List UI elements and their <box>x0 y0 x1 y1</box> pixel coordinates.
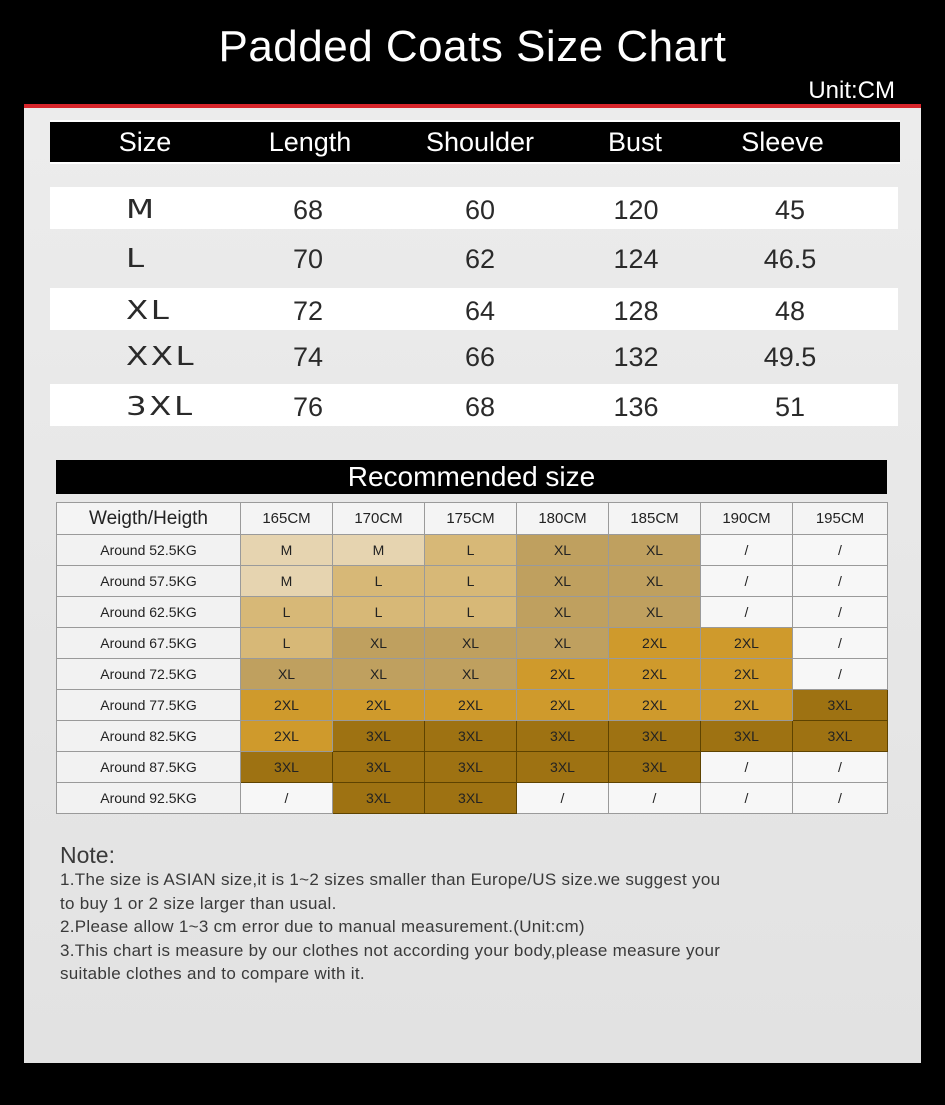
recommended-row <box>57 752 888 783</box>
weight-label: Around 52.5KG <box>57 535 241 566</box>
header-shoulder: Shoulder <box>425 127 535 157</box>
header-sleeve: Sleeve <box>741 127 824 157</box>
recommended-size-cell: 3XL <box>517 752 609 783</box>
weight-height-corner: Weigth/Heigth <box>57 503 241 535</box>
recommended-size-cell: / <box>701 783 793 814</box>
weight-label: Around 72.5KG <box>57 659 241 690</box>
weight-label: Around 67.5KG <box>57 628 241 659</box>
recommended-size-cell: 3XL <box>425 752 517 783</box>
size-row <box>50 288 898 330</box>
recommended-row <box>57 566 888 597</box>
length-cell: 72 <box>292 296 324 326</box>
recommended-size-cell: XL <box>517 597 609 628</box>
note-line: to buy 1 or 2 size larger than usual. <box>60 893 337 913</box>
shoulder-cell: 62 <box>464 244 496 274</box>
recommended-size-cell: / <box>793 628 888 659</box>
recommended-size-cell: 3XL <box>425 721 517 752</box>
length-cell: 70 <box>292 244 324 274</box>
weight-label: Around 57.5KG <box>57 566 241 597</box>
notes-section <box>60 842 890 986</box>
recommended-size-cell: / <box>701 597 793 628</box>
recommended-size-cell: 3XL <box>333 721 425 752</box>
height-header: 185CM <box>609 503 701 535</box>
recommended-size-cell: 2XL <box>241 721 333 752</box>
sleeve-cell: 51 <box>774 392 806 422</box>
recommended-size-cell: 3XL <box>333 752 425 783</box>
bust-cell: 132 <box>613 342 659 372</box>
recommended-size-cell: L <box>333 597 425 628</box>
recommended-size-cell: 3XL <box>517 721 609 752</box>
recommended-size-cell: XL <box>517 566 609 597</box>
recommended-size-cell: 3XL <box>793 721 888 752</box>
recommended-size-cell: / <box>701 566 793 597</box>
recommended-size-cell: 2XL <box>701 659 793 690</box>
sleeve-cell: 45 <box>774 195 806 225</box>
recommended-size-cell: 3XL <box>793 690 888 721</box>
recommended-size-cell: 2XL <box>241 690 333 721</box>
weight-label: Around 92.5KG <box>57 783 241 814</box>
recommended-title: Recommended size <box>56 460 887 494</box>
size-table-header <box>50 120 900 164</box>
recommended-size-cell: L <box>425 566 517 597</box>
recommended-size-cell: / <box>701 535 793 566</box>
recommended-size-cell: / <box>793 783 888 814</box>
recommended-size-cell: 3XL <box>701 721 793 752</box>
recommended-size-cell: 3XL <box>333 783 425 814</box>
recommended-row <box>57 721 888 752</box>
height-header: 190CM <box>701 503 793 535</box>
recommended-row <box>57 597 888 628</box>
recommended-row <box>57 535 888 566</box>
recommended-size-cell: 2XL <box>517 690 609 721</box>
recommended-size-cell: XL <box>425 628 517 659</box>
recommended-size-cell: 3XL <box>241 752 333 783</box>
size-cell: L <box>126 244 147 274</box>
recommended-size-cell: XL <box>609 597 701 628</box>
recommended-row <box>57 690 888 721</box>
recommended-size-cell: XL <box>333 628 425 659</box>
recommended-size-cell: XL <box>425 659 517 690</box>
recommended-size-cell: / <box>517 783 609 814</box>
length-cell: 76 <box>292 392 324 422</box>
recommended-size-cell: / <box>793 566 888 597</box>
length-cell: 68 <box>292 195 324 225</box>
recommended-size-cell: M <box>241 535 333 566</box>
weight-label: Around 87.5KG <box>57 752 241 783</box>
recommended-size-cell: / <box>701 752 793 783</box>
recommended-size-cell: 2XL <box>425 690 517 721</box>
sleeve-cell: 49.5 <box>763 342 817 372</box>
height-header: 180CM <box>517 503 609 535</box>
recommended-size-cell: 3XL <box>425 783 517 814</box>
recommended-size-cell: XL <box>517 628 609 659</box>
weight-label: Around 62.5KG <box>57 597 241 628</box>
size-cell: 3XL <box>126 392 195 422</box>
header-length: Length <box>268 127 352 157</box>
size-row <box>50 236 898 278</box>
size-row <box>50 384 898 426</box>
recommended-size-cell: / <box>793 535 888 566</box>
note-line: 2.Please allow 1~3 cm error due to manual measurement.(Unit:cm) <box>60 917 585 936</box>
recommended-size-cell: L <box>241 597 333 628</box>
height-header: 195CM <box>793 503 888 535</box>
recommended-size-cell: / <box>793 597 888 628</box>
weight-label: Around 82.5KG <box>57 721 241 752</box>
recommended-size-cell: / <box>241 783 333 814</box>
weight-label: Around 77.5KG <box>57 690 241 721</box>
recommended-size-cell: L <box>425 535 517 566</box>
size-row <box>50 334 898 376</box>
note-line: 3.This chart is measure by our clothes not according your body,please measure your <box>60 940 721 960</box>
bust-cell: 120 <box>613 195 659 225</box>
size-cell: XXL <box>126 342 197 372</box>
recommended-size-cell: 2XL <box>609 659 701 690</box>
recommended-row <box>57 628 888 659</box>
recommended-size-cell: XL <box>609 535 701 566</box>
bust-cell: 124 <box>613 244 659 274</box>
recommended-size-cell: 2XL <box>701 628 793 659</box>
shoulder-cell: 64 <box>464 296 496 326</box>
bust-cell: 128 <box>613 296 659 326</box>
recommended-size-cell: XL <box>241 659 333 690</box>
recommended-size-cell: XL <box>609 566 701 597</box>
recommended-size-cell: / <box>793 659 888 690</box>
unit-label: Unit:CM <box>808 77 895 104</box>
page-title: Padded Coats Size Chart <box>218 22 727 71</box>
recommended-size-table <box>56 502 888 814</box>
header-size: Size <box>118 127 172 157</box>
note-line: 1.The size is ASIAN size,it is 1~2 sizes smaller than Europe/US size.we suggest you <box>60 870 721 889</box>
recommended-size-cell: 3XL <box>609 752 701 783</box>
recommended-row <box>57 659 888 690</box>
recommended-size-cell: 3XL <box>609 721 701 752</box>
height-header: 170CM <box>333 503 425 535</box>
recommended-size-cell: L <box>333 566 425 597</box>
notes-title: Note: <box>60 842 115 868</box>
recommended-size-cell: XL <box>333 659 425 690</box>
recommended-size-cell: M <box>241 566 333 597</box>
sleeve-cell: 48 <box>774 296 806 326</box>
recommended-header-row <box>57 503 888 535</box>
shoulder-cell: 60 <box>464 195 496 225</box>
size-cell: XL <box>126 296 172 326</box>
size-row <box>50 187 898 229</box>
recommended-size-cell: L <box>425 597 517 628</box>
recommended-size-cell: 2XL <box>517 659 609 690</box>
height-header: 175CM <box>425 503 517 535</box>
recommended-row <box>57 783 888 814</box>
note-line: suitable clothes and to compare with it. <box>60 964 365 983</box>
shoulder-cell: 66 <box>464 342 496 372</box>
recommended-size-cell: / <box>793 752 888 783</box>
length-cell: 74 <box>292 342 324 372</box>
recommended-size-cell: 2XL <box>701 690 793 721</box>
recommended-size-cell: M <box>333 535 425 566</box>
sleeve-cell: 46.5 <box>763 244 817 274</box>
shoulder-cell: 68 <box>464 392 496 422</box>
bust-cell: 136 <box>613 392 659 422</box>
recommended-size-cell: / <box>609 783 701 814</box>
recommended-size-cell: 2XL <box>333 690 425 721</box>
recommended-size-cell: L <box>241 628 333 659</box>
size-cell: M <box>126 195 157 225</box>
recommended-size-cell: XL <box>517 535 609 566</box>
header-bust: Bust <box>607 127 663 157</box>
height-header: 165CM <box>241 503 333 535</box>
recommended-size-cell: 2XL <box>609 690 701 721</box>
recommended-size-cell: 2XL <box>609 628 701 659</box>
